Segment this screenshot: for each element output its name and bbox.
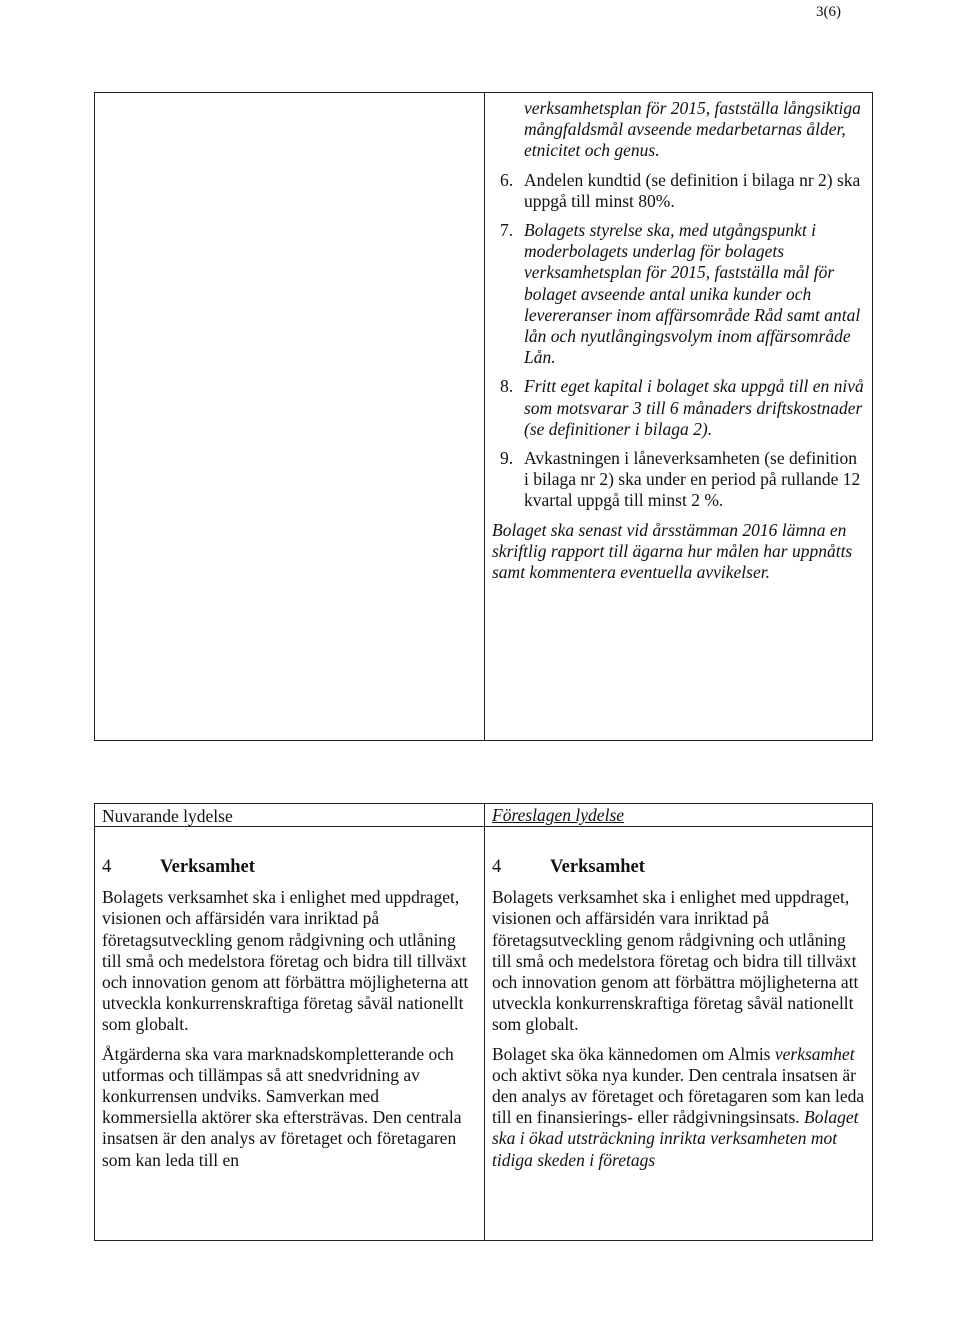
- list-item-number: 6.: [500, 169, 514, 190]
- page-number: 3(6): [816, 4, 841, 20]
- paragraph: [492, 1044, 866, 1171]
- proposed-wording: [492, 857, 866, 1179]
- list-item-7: [492, 220, 866, 368]
- current-wording: [102, 857, 478, 1179]
- section-number: 4: [492, 857, 502, 877]
- list-item-number: 7.: [500, 220, 514, 241]
- list-item-text: verksamhetsplan för 2015, fastställa långsiktiga mångfaldsmål avseende medarbetarnas ålder, etnicitet och genus.: [524, 98, 861, 161]
- section-title: Verksamhet: [160, 857, 255, 877]
- paragraph: Åtgärderna ska vara marknadskompletterande och utformas och tillämpas så att snedvridning av konkurrensen undviks. Samverkan med kommersiella aktörer ska eftersträvas. Den centrala insatsen är den analys av företaget och företagaren som kan leda till en: [102, 1043, 462, 1170]
- column-header-current: Nuvarande lydelse: [102, 806, 233, 826]
- top-right-cell: [492, 98, 866, 591]
- list-item-text: Bolagets styrelse ska, med utgångspunkt i moderbolagets underlag för bolagets verksamhetsplan för 2015, fastställa mål för bolaget avseende antal unika kunder och levereranser inom affärsområde Råd samt antal lån och nyutlångingsvolym inom affärsområde Lån.: [524, 220, 861, 368]
- paragraph-part: och aktivt söka nya kunder. Den centrala insatsen är den analys av företaget och företagaren som kan leda till en finansierings- eller rådgivningsinsats.: [492, 1064, 865, 1128]
- bottom-table-divider: [484, 803, 485, 1241]
- section-heading: [492, 857, 866, 878]
- section-number: 4: [102, 857, 112, 877]
- column-header-proposed-text: Föreslagen lydelse: [492, 805, 625, 825]
- list-item-number: 8.: [500, 376, 514, 397]
- paragraph: Bolagets verksamhet ska i enlighet med uppdraget, visionen och affärsidén vara inriktad på företagsutveckling genom rådgivning och utlåning till små och medelstora företag och bidra till tillväxt och innovation genom att förbättra möjligheterna att utveckla konkurrenskraftiga företag såväl nationellt som globalt.: [102, 887, 469, 1035]
- bottom-table-left-border: [94, 803, 95, 1241]
- closing-paragraph: [492, 520, 866, 584]
- section-title: Verksamhet: [550, 857, 645, 877]
- paragraph-part-italic: Bolaget ska i ökad utsträckning inrikta verksamheten mot tidiga skeden i företags: [492, 1107, 859, 1170]
- list-item-6: [492, 170, 866, 212]
- list-item-9: [492, 448, 866, 512]
- list-item-number: 9.: [500, 448, 514, 469]
- paragraph-part: Bolaget ska öka kännedomen om Almis: [492, 1043, 771, 1064]
- list-item-8: [492, 376, 866, 440]
- column-header-proposed: [492, 804, 624, 826]
- list-item-text: Andelen kundtid (se definition i bilaga nr 2) ska uppgå till minst 80%.: [524, 169, 861, 211]
- paragraph-part-italic: verksamhet: [774, 1043, 855, 1064]
- paragraph: Bolagets verksamhet ska i enlighet med uppdraget, visionen och affärsidén vara inriktad på företagsutveckling genom rådgivning och utlåning till små och medelstora företag och bidra till tillväxt och innovation genom att förbättra möjligheterna att utveckla konkurrenskraftiga företag såväl nationellt som globalt.: [492, 887, 859, 1035]
- section-heading: [102, 857, 478, 878]
- list-item: [492, 98, 866, 162]
- list-item-text: Fritt eget kapital i bolaget ska uppgå till en nivå som motsvarar 3 till 6 månaders driftskostnader (se definitioner i bilaga 2).: [524, 376, 864, 439]
- top-table-divider: [484, 92, 485, 741]
- list-item-text: Avkastningen i låneverksamheten (se definition i bilaga nr 2) ska under en period på rullande 12 kvartal uppgå till minst 2 %.: [524, 448, 861, 511]
- bottom-table-right-border: [872, 803, 873, 1241]
- closing-text: Bolaget ska senast vid årsstämman 2016 lämna en skriftlig rapport till ägarna hur målen har uppnåtts samt kommentera eventuella avvikelser.: [492, 519, 853, 583]
